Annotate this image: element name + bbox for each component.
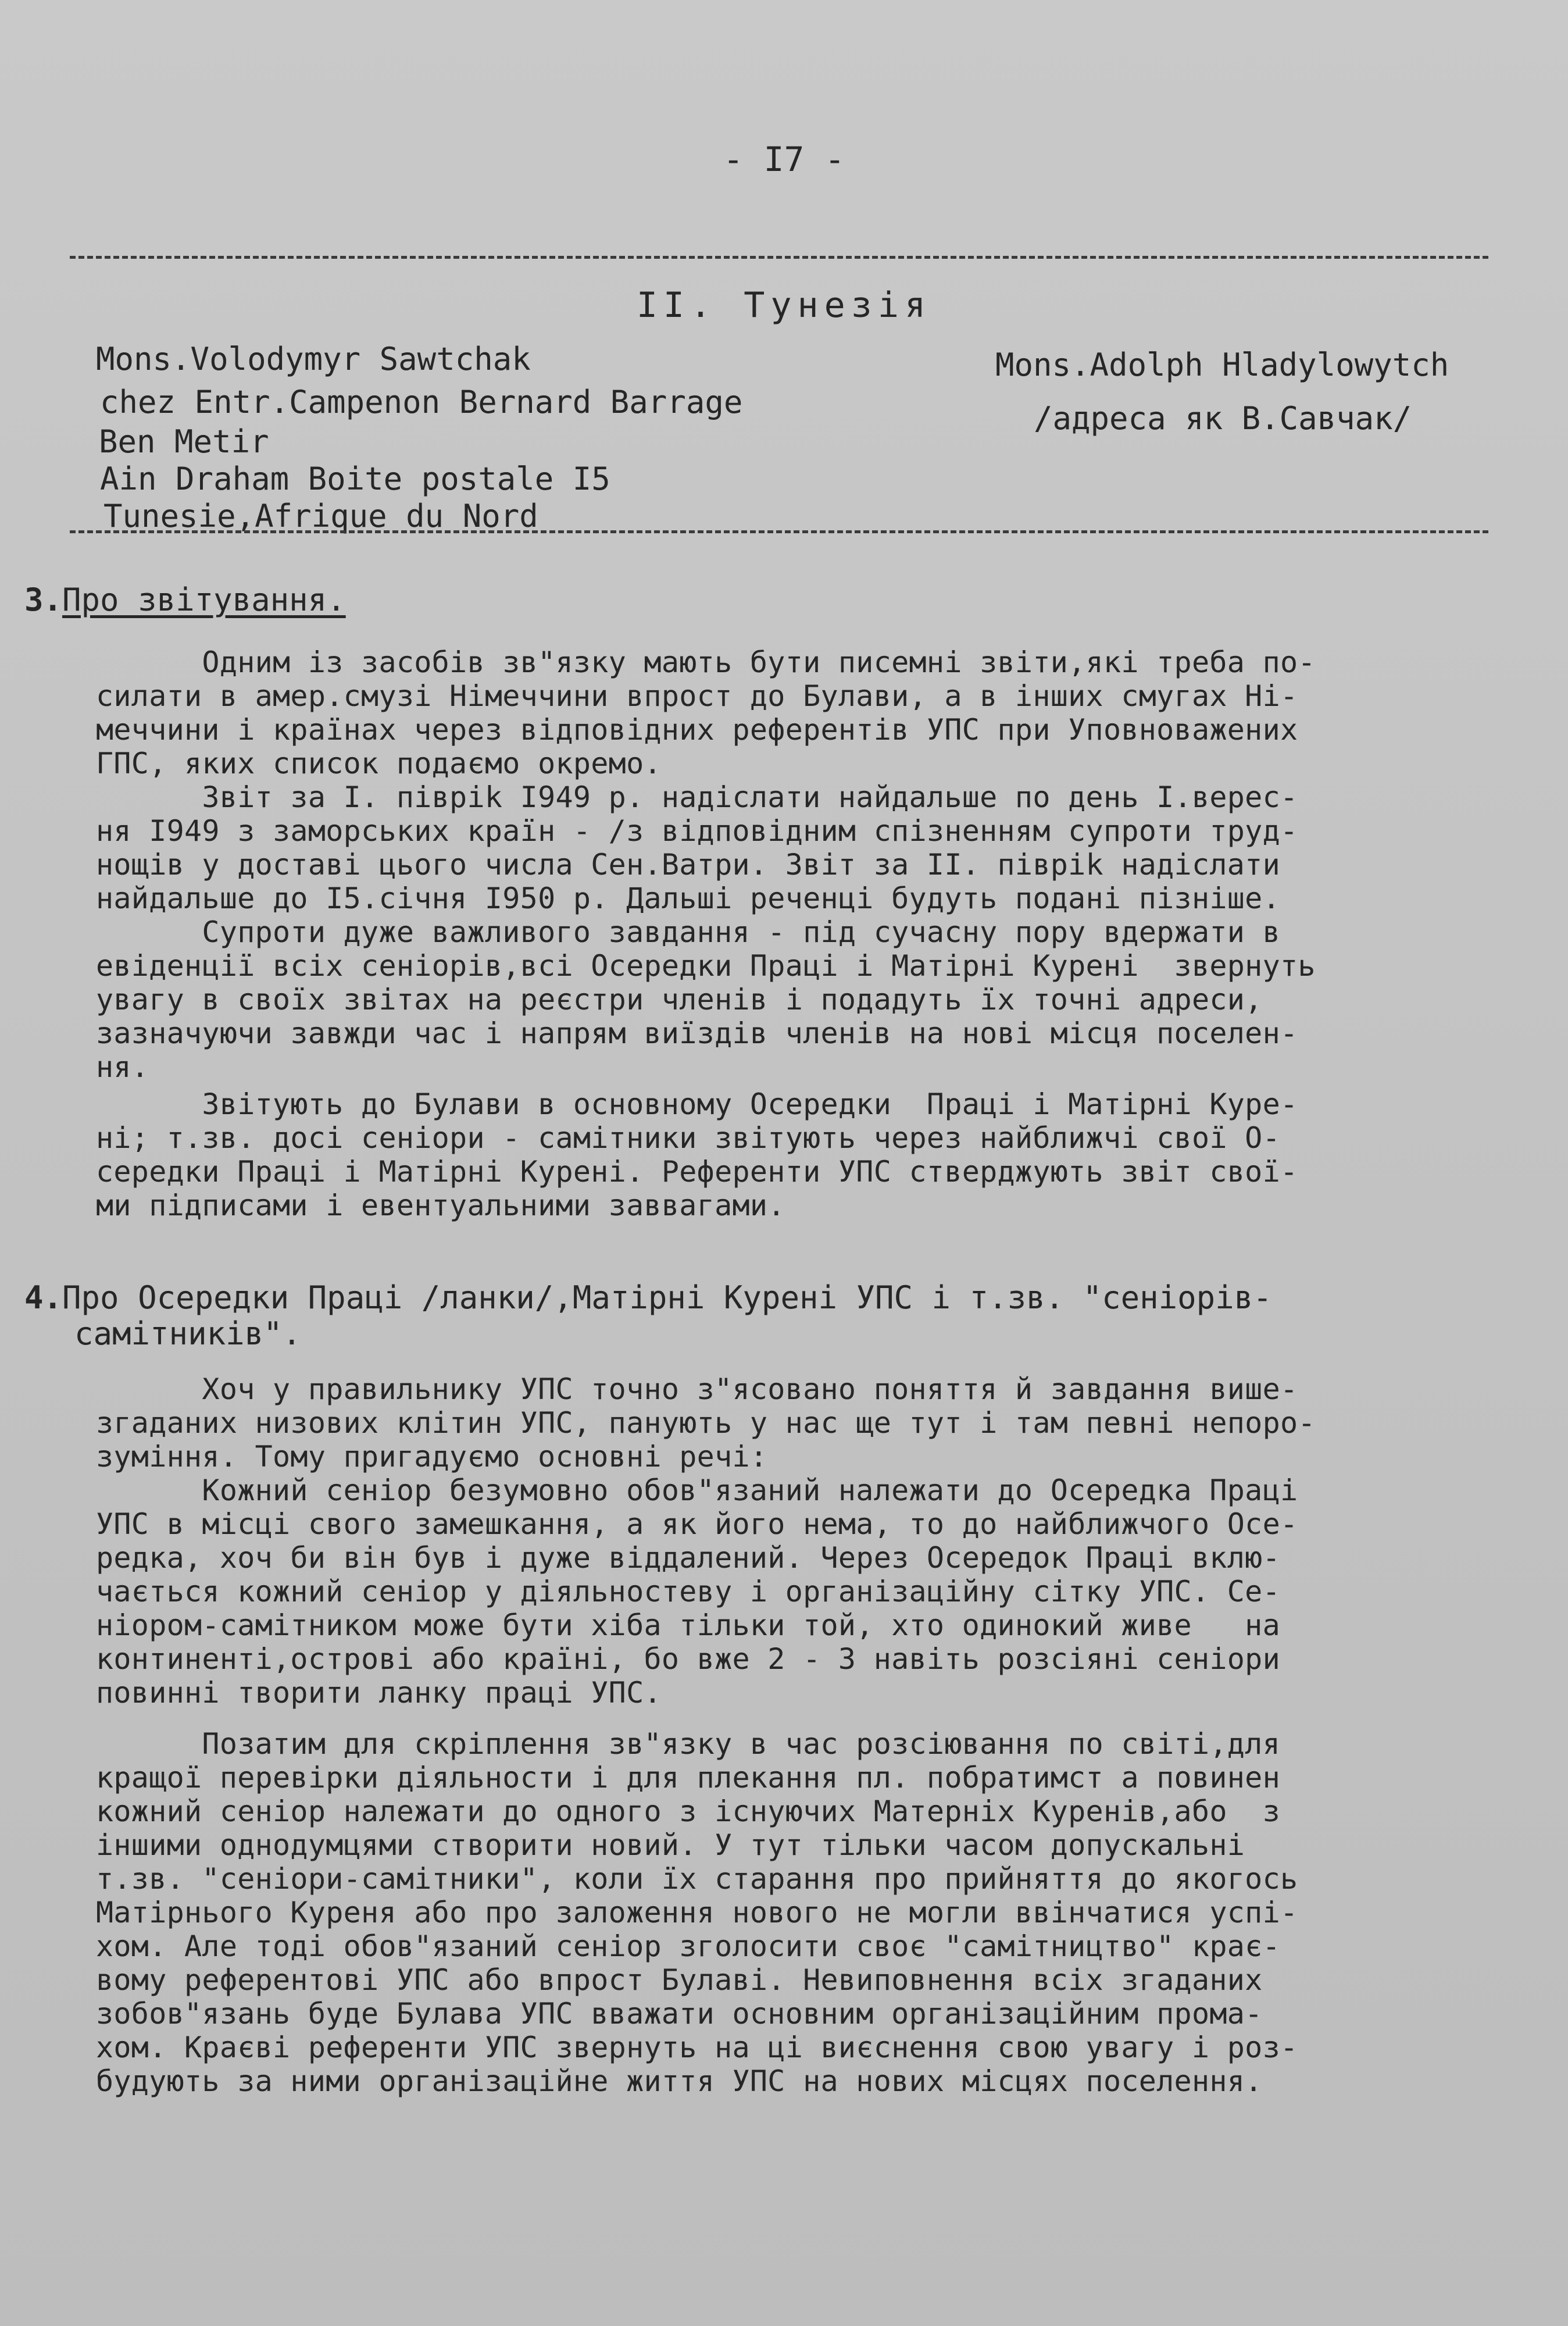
text-line: ніором-самітником може бути хіба тільки той, хто одинокий живе на	[96, 1608, 1280, 1642]
text-line: континенті,острові або країні, бо вже 2 - 3 навіть розсіяні сеніори	[96, 1642, 1280, 1676]
address-right-line: /адреса як В.Савчак/	[1034, 400, 1412, 437]
text-line: повинні творити ланку праці УПС.	[96, 1676, 662, 1710]
text-line: увагу в своїх звітах на реєстри членів і подадуть їх точні адреси,	[96, 983, 1263, 1016]
text-line: Звіт за I. півріk I949 р. надіслати найдальше по день I.верес-	[96, 780, 1298, 814]
text-line: меччини і країнах через відповідних референтів УПС при Уповноважених	[96, 713, 1298, 747]
text-line: ні; т.зв. досі сеніори - самітники звітують через найближчі свої О-	[96, 1121, 1280, 1155]
text-line: Матірнього Куреня або про заложення нового не могли ввінчатися успі-	[96, 1896, 1298, 1929]
section-4-heading	[24, 1279, 1272, 1316]
text-line: будують за ними організаційне життя УПС на нових місцях поселення.	[96, 2064, 1263, 2098]
text-line: іншими однодумцями створити новий. У тут тільки часом допускальні	[96, 1828, 1245, 1862]
section-4-title-continued: самітників".	[74, 1315, 302, 1352]
text-line: ми підписами і евентуальними заввагами.	[96, 1189, 785, 1222]
text-line: Кожний сеніор безумовно обов"язаний належати до Осередка Праці	[96, 1474, 1298, 1507]
text-line: ня.	[96, 1050, 149, 1084]
text-line: середки Праці і Матірні Курені. Референти УПС стверджують звіт свої-	[96, 1155, 1298, 1189]
address-left-line: Mons.Volodymyr Sawtchak	[96, 341, 531, 377]
section-3-heading	[24, 582, 346, 618]
text-line: УПС в місці свого замешкання, а як його нема, то до найближчого Осе-	[96, 1507, 1298, 1541]
section-4-title: Про Осередки Праці /ланки/,Матірні Курені УПС і т.зв. "сеніорів-	[62, 1279, 1272, 1316]
text-line: т.зв. "сеніори-самітники", коли їх старання про прийняття до якогось	[96, 1862, 1298, 1896]
text-line: згаданих низових клітин УПС, панують у нас ще тут і там певні непоро-	[96, 1406, 1316, 1440]
section-3-number: 3.	[24, 582, 63, 618]
text-line: Звітують до Булави в основному Осередки Праці і Матірні Куре-	[96, 1087, 1298, 1121]
text-line: зуміння. Тому пригадуємо основні речі:	[96, 1440, 768, 1474]
address-right-line: Mons.Adolph Hladylowytch	[995, 347, 1449, 383]
text-line: кращої перевірки діяльности і для плекання пл. побратимст а повинен	[96, 1761, 1280, 1795]
text-line: найдальше до I5.січня I950 р. Дальші реченці будуть подані пізніше.	[96, 882, 1280, 915]
text-line: силати в амер.смузі Німеччини впрост до Булави, а в інших смугах Ні-	[96, 679, 1298, 713]
text-line: Одним із засобів зв"язку мають бути писемні звіти,які треба по-	[96, 645, 1316, 679]
text-line: зобов"язань буде Булава УПС вважати основним організаційним прома-	[96, 1997, 1263, 2031]
text-line: евіденції всіх сеніорів,всі Осередки Праці і Матірні Курені звернуть	[96, 949, 1316, 983]
section-3-title: Про звітування.	[62, 582, 346, 618]
text-line: хом. Краєві референти УПС звернуть на ці виєснення свою увагу і роз-	[96, 2031, 1298, 2064]
page-number: - I7 -	[723, 140, 845, 179]
section-4-number: 4.	[24, 1279, 63, 1316]
text-line: зазначуючи завжди час і напрям виїздів членів на нові місця поселен-	[96, 1016, 1298, 1050]
text-line: вому референтові УПС або впрост Булаві. Невиповнення всіх згаданих	[96, 1963, 1263, 1997]
text-line: кожний сеніор належати до одного з існуючих Матерніх Куренів,або з	[96, 1795, 1280, 1828]
text-line: нощів у доставі цього числа Сен.Ватри. Звіт за II. півріk надіслати	[96, 848, 1280, 882]
text-line: чається кожний сеніор у діяльностеву і організаційну сітку УПС. Се-	[96, 1575, 1280, 1608]
address-left-line: Ben Metir	[99, 423, 269, 460]
address-left-line: chez Entr.Campenon Bernard Barrage	[100, 384, 743, 420]
text-line: ня I949 з заморських країн - /з відповідним спізненням супроти труд-	[96, 814, 1298, 848]
address-dashed-rule	[70, 530, 1488, 533]
address-left-line: Tunesie,Afrique du Nord	[103, 498, 538, 534]
address-left-line: Ain Draham Boite postale I5	[100, 461, 610, 497]
top-dashed-rule	[70, 256, 1488, 259]
text-line: Позатим для скріплення зв"язку в час розсіювання по світі,для	[96, 1727, 1280, 1761]
text-line: ГПС, яких список подаємо окремо.	[96, 747, 662, 780]
section-title: II. Тунезія	[636, 285, 932, 326]
text-line: Хоч у правильнику УПС точно з"ясовано поняття й завдання више-	[96, 1372, 1298, 1406]
text-line: редка, хоч би він був і дуже віддалений. Через Осередок Праці вклю-	[96, 1541, 1280, 1575]
text-line: хом. Але тоді обов"язаний сеніор зголосити своє "самітництво" крає-	[96, 1929, 1280, 1963]
text-line: Супроти дуже важливого завдання - під сучасну пору вдержати в	[96, 915, 1280, 949]
